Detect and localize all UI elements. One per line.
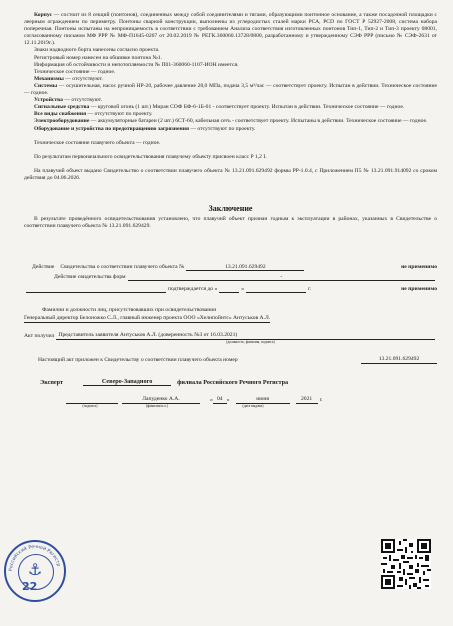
date-year-suffix: г.: [319, 396, 323, 403]
dev-label: Устройства: [34, 97, 63, 104]
stamp-text: Российский Речной Регистр: [8, 544, 61, 572]
conclusion-title: Заключение: [208, 203, 253, 213]
hull-text: — состоит из 8 секций (понтонов), соединенных между собой соединителями и тягами, образующими понтонное основание, а также посадочной площадки с леерным ограждением по периметру. Понтоны сварной конструкции, выполнены из углеродистых сталей марки РСА, PCD по ГОСТ Р 52927-2008, система набора поперечная. Понтоны испытаны на непроницаемость в соответствии с требованием Анализа соответствия изготовленных понтонов Тип-1, Тип-2 и Тип-3 проекту 08001, согласованному письмом МФ РРР № МФ-П1645-0267 от 20.02.2019 № РЕГК.360060.13728/0800, разработанному и утвержденному СЭФ РРР (письмо № СЭФ-2631 от 12.11.2019г.).: [24, 12, 437, 47]
mech-text: — отсутствуют.: [63, 75, 103, 82]
validity-year-suffix: г.: [308, 286, 312, 293]
validity-label-cert: Свидетельства о соответствии плавучего объекта №: [60, 264, 185, 271]
freeboard-line: Знаки надводного борта нанесены согласно проекта.: [34, 47, 160, 54]
sig-label: Сигнальные средства: [34, 104, 90, 111]
persons-heading: Фамилии и должности лиц, присутствовавших при освидетельствовании: [42, 307, 217, 314]
branch-full: филиала Российского Речного Регистра: [177, 378, 289, 386]
branch-name: Северо-Западного: [83, 378, 171, 386]
conclusion-text: В результате проведённого освидетельствования установлено, что плавучий объект признан годным к эксплуатации в районах, указанных в Свидетельстве о соответствии плавучего объекта № 13.21.091.629429.: [24, 215, 437, 230]
registry-stamp: [4, 540, 66, 602]
signature-captions: [24, 404, 437, 408]
supply-label: Все виды снабжения: [34, 111, 87, 118]
stability-line: Информация об остойчивости и непотопляемости № П01-360060-1107-ИОН имеется.: [34, 61, 239, 68]
persons-text: [24, 315, 437, 323]
validity-blank: [26, 286, 166, 293]
caption-date: (дата выдачи): [242, 404, 264, 408]
date-open: «: [210, 396, 213, 403]
date-year: 2021: [296, 396, 318, 404]
signature-row-1: [24, 378, 437, 386]
qr-code-icon: [381, 539, 431, 589]
technical-state: Техническое состояние плавучего объекта — годное.: [34, 139, 161, 146]
class-assigned: По результатам первоначального освидетельствования плавучему объекту присвоен класс Р 1,2 I.: [34, 153, 267, 160]
expert-name: Лапуденко А.А.: [122, 396, 200, 404]
validity-row-2: [24, 274, 437, 281]
sys-label: Системы: [34, 82, 58, 89]
date-close: »: [226, 396, 230, 403]
validity-forms-value: -: [128, 274, 435, 281]
pollution-line: [24, 126, 437, 133]
attached-row: [24, 356, 437, 364]
anchor-icon: ⚓: [28, 560, 43, 579]
signature-blank: [66, 397, 118, 404]
tech-state-hull: Техническое состояние — годное.: [34, 68, 116, 75]
validity-month-blank: [246, 286, 306, 293]
caption-name: (фамилия и.о.): [145, 404, 169, 408]
received-value: Представитель заявителя Антуськов А.Л. (доверенность №3 от 16.03.2021): [56, 332, 435, 340]
elec-text: — аккумуляторные батареи (2 шт.) 6СТ-60, кабельная сеть - соответствует проекту. Испытаны в действии. Техническое состояние — годное.: [89, 118, 428, 125]
supply-text: — отсутствуют по проекту.: [86, 111, 153, 118]
hull-label: Корпус: [34, 12, 53, 18]
expert-label: Эксперт: [40, 378, 64, 386]
validity-row-1: [24, 264, 437, 271]
validity-forms-label: Действие свидетельства форм: [54, 274, 126, 281]
validity-number: 13.21.091.629492: [186, 264, 304, 271]
certificate-issued: На плавучий объект выдано Свидетельство о соответствии плавучего объекта № 13.21.091.629492 формы РР-1.0.4, с Приложением П5 № 13.21.091.914092 со сроком действия до 04.06.2026.: [24, 167, 437, 181]
attached-text: Настоящий акт приложен к Свидетельству о соответствии плавучего объекта номер: [38, 356, 238, 363]
validity-day-blank: [219, 286, 239, 293]
attached-number: 13.21.091.629492: [361, 356, 437, 364]
signature-row-2: [24, 396, 437, 404]
validity-quote-close: »: [241, 286, 245, 293]
date-month: июня: [236, 396, 290, 404]
date-day: 04: [213, 396, 227, 404]
received-label: Акт получил: [24, 332, 55, 339]
stamp-number: 22: [22, 580, 38, 593]
sig-text: — круговой огонь (1 шт.) Миран СОФ БФ-6-1Б-01 - соответствует проекту. Испытан в действии. Техническое состояние — годное.: [89, 104, 405, 111]
validity-na-1: не применимо: [401, 264, 437, 271]
received-row: [24, 332, 437, 340]
mech-label: Механизмы: [34, 75, 64, 82]
mechanisms-line: [24, 76, 437, 83]
dev-text: — отсутствуют.: [62, 97, 103, 104]
sys-text: — осушительная, насос ручной НР-20, рабочее давление 28,0 МПа, подача 3,5 м³/час — соответствует проекту. Испытан в действии. Техническое состояние — годное.: [24, 82, 437, 97]
poll-text: — отсутствуют по проекту.: [188, 125, 256, 132]
poll-label: Оборудование и устройства по предотвращению загрязнения: [34, 125, 189, 132]
validity-label: Действие: [32, 264, 55, 271]
hull-paragraph: [24, 12, 437, 47]
validity-na-2: не применимо: [401, 286, 437, 293]
received-caption: (должность, фамилия, подпись): [226, 339, 275, 344]
validity-confirmed: подтверждается до «: [168, 286, 218, 293]
elec-label: Электрооборудование: [34, 118, 90, 125]
systems-paragraph: [24, 83, 437, 97]
caption-sign: (подпись): [82, 404, 98, 408]
persons-names: Генеральный директор Белоножко С.Л., главный инженер проекта ООО «Хелипойнтс» Антуськов А.Л.: [24, 315, 270, 323]
validity-row-3: [24, 286, 437, 293]
regnum-line: Регистровый номер нанесен на обшивке понтона №1.: [34, 54, 162, 61]
electrical-paragraph: [24, 118, 437, 125]
